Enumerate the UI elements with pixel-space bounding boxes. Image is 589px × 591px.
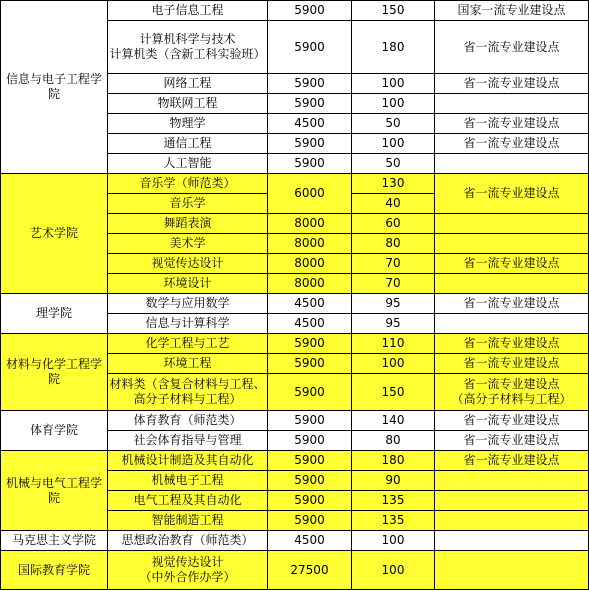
note-cell: 省一流专业建设点 (435, 294, 589, 314)
note-cell: 省一流专业建设点 (435, 451, 589, 471)
fee-cell: 8000 (268, 254, 352, 274)
note-cell: 省一流专业建设点 (435, 431, 589, 451)
major-cell: 体育教育（师范类） (108, 411, 268, 431)
plan-cell: 95 (352, 314, 435, 334)
fee-cell: 5900 (268, 134, 352, 154)
plan-cell: 150 (352, 374, 435, 411)
fee-cell: 8000 (268, 274, 352, 294)
plan-cell: 140 (352, 411, 435, 431)
major-cell: 环境设计 (108, 274, 268, 294)
note-cell (435, 274, 589, 294)
plan-cell: 180 (352, 21, 435, 74)
plan-cell: 80 (352, 431, 435, 451)
plan-cell: 100 (352, 94, 435, 114)
fee-cell: 5900 (268, 374, 352, 411)
fee-cell: 4500 (268, 314, 352, 334)
plan-cell: 90 (352, 471, 435, 491)
note-cell (435, 154, 589, 174)
table-row (1, 174, 589, 194)
plan-cell: 110 (352, 334, 435, 354)
major-cell: 材料类（含复合材料与工程、高分子材料与工程） (108, 374, 268, 411)
college-cell: 理学院 (1, 294, 108, 334)
fee-cell: 5900 (268, 511, 352, 531)
college-cell: 马克思主义学院 (1, 531, 108, 551)
note-cell: 省一流专业建设点 (435, 114, 589, 134)
plan-cell: 100 (352, 74, 435, 94)
major-cell: 机械电子工程 (108, 471, 268, 491)
fee-cell: 5900 (268, 21, 352, 74)
fee-cell: 5900 (268, 411, 352, 431)
fee-cell: 5900 (268, 471, 352, 491)
plan-cell: 100 (352, 354, 435, 374)
fee-cell: 5900 (268, 154, 352, 174)
fee-cell: 6000 (268, 174, 352, 214)
major-cell: 音乐学 (108, 194, 268, 214)
major-cell: 环境工程 (108, 354, 268, 374)
fee-cell: 8000 (268, 214, 352, 234)
major-cell: 计算机科学与技术 计算机类（含新工科实验班） (108, 21, 268, 74)
major-cell: 人工智能 (108, 154, 268, 174)
note-cell (435, 214, 589, 234)
fee-cell: 8000 (268, 234, 352, 254)
fee-cell: 4500 (268, 531, 352, 551)
major-cell: 通信工程 (108, 134, 268, 154)
table-row (1, 531, 589, 551)
plan-cell: 50 (352, 114, 435, 134)
plan-cell: 100 (352, 531, 435, 551)
plan-cell: 95 (352, 294, 435, 314)
plan-cell: 60 (352, 214, 435, 234)
note-cell: 省一流专业建设点 (435, 254, 589, 274)
plan-cell: 70 (352, 274, 435, 294)
note-cell (435, 511, 589, 531)
plan-cell: 50 (352, 154, 435, 174)
note-cell (435, 314, 589, 334)
major-cell: 电气工程及其自动化 (108, 491, 268, 511)
major-cell: 机械设计制造及其自动化 (108, 451, 268, 471)
major-cell: 信息与计算科学 (108, 314, 268, 334)
note-cell (435, 471, 589, 491)
plan-cell: 40 (352, 194, 435, 214)
table-row (1, 334, 589, 354)
note-cell (435, 531, 589, 551)
major-cell: 思想政治教育（师范类） (108, 531, 268, 551)
major-cell: 视觉传达设计 (108, 254, 268, 274)
major-cell: 物联网工程 (108, 94, 268, 114)
major-cell: 物理学 (108, 114, 268, 134)
fee-cell: 4500 (268, 114, 352, 134)
fee-cell: 5900 (268, 354, 352, 374)
plan-cell: 135 (352, 491, 435, 511)
table-body (1, 1, 589, 590)
note-cell (435, 94, 589, 114)
table-row (1, 451, 589, 471)
major-cell: 网络工程 (108, 74, 268, 94)
plan-cell: 100 (352, 551, 435, 590)
note-cell: 省一流专业建设点 (435, 354, 589, 374)
fee-cell: 5900 (268, 1, 352, 21)
fee-cell: 5900 (268, 334, 352, 354)
fee-cell: 4500 (268, 294, 352, 314)
plan-cell: 180 (352, 451, 435, 471)
plan-cell: 130 (352, 174, 435, 194)
major-cell: 数学与应用数学 (108, 294, 268, 314)
college-cell: 材料与化学工程学院 (1, 334, 108, 411)
table-row (1, 411, 589, 431)
major-cell: 视觉传达设计 （中外合作办学） (108, 551, 268, 590)
fee-cell: 5900 (268, 74, 352, 94)
college-cell: 机械与电气工程学院 (1, 451, 108, 531)
note-cell: 省一流专业建设点 （高分子材料与工程） (435, 374, 589, 411)
college-cell: 国际教育学院 (1, 551, 108, 590)
college-cell: 体育学院 (1, 411, 108, 451)
plan-cell: 80 (352, 234, 435, 254)
plan-cell: 135 (352, 511, 435, 531)
college-cell: 艺术学院 (1, 174, 108, 294)
fee-cell: 5900 (268, 94, 352, 114)
note-cell: 省一流专业建设点 (435, 334, 589, 354)
note-cell: 省一流专业建设点 (435, 21, 589, 74)
major-cell: 社会体育指导与管理 (108, 431, 268, 451)
major-cell: 电子信息工程 (108, 1, 268, 21)
plan-cell: 100 (352, 134, 435, 154)
note-cell: 省一流专业建设点 (435, 174, 589, 214)
note-cell: 省一流专业建设点 (435, 411, 589, 431)
table-row (1, 294, 589, 314)
fee-cell: 5900 (268, 431, 352, 451)
note-cell: 省一流专业建设点 (435, 74, 589, 94)
plan-cell: 150 (352, 1, 435, 21)
major-cell: 美术学 (108, 234, 268, 254)
note-cell: 国家一流专业建设点 (435, 1, 589, 21)
note-cell (435, 551, 589, 590)
plan-cell: 70 (352, 254, 435, 274)
note-cell (435, 491, 589, 511)
major-cell: 音乐学（师范类） (108, 174, 268, 194)
major-cell: 化学工程与工艺 (108, 334, 268, 354)
note-cell (435, 234, 589, 254)
fee-cell: 5900 (268, 491, 352, 511)
major-cell: 智能制造工程 (108, 511, 268, 531)
note-cell: 省一流专业建设点 (435, 134, 589, 154)
table-row (1, 1, 589, 21)
fee-cell: 5900 (268, 451, 352, 471)
college-cell: 信息与电子工程学院 (1, 1, 108, 174)
table-row (1, 551, 589, 590)
fee-cell: 27500 (268, 551, 352, 590)
major-cell: 舞蹈表演 (108, 214, 268, 234)
